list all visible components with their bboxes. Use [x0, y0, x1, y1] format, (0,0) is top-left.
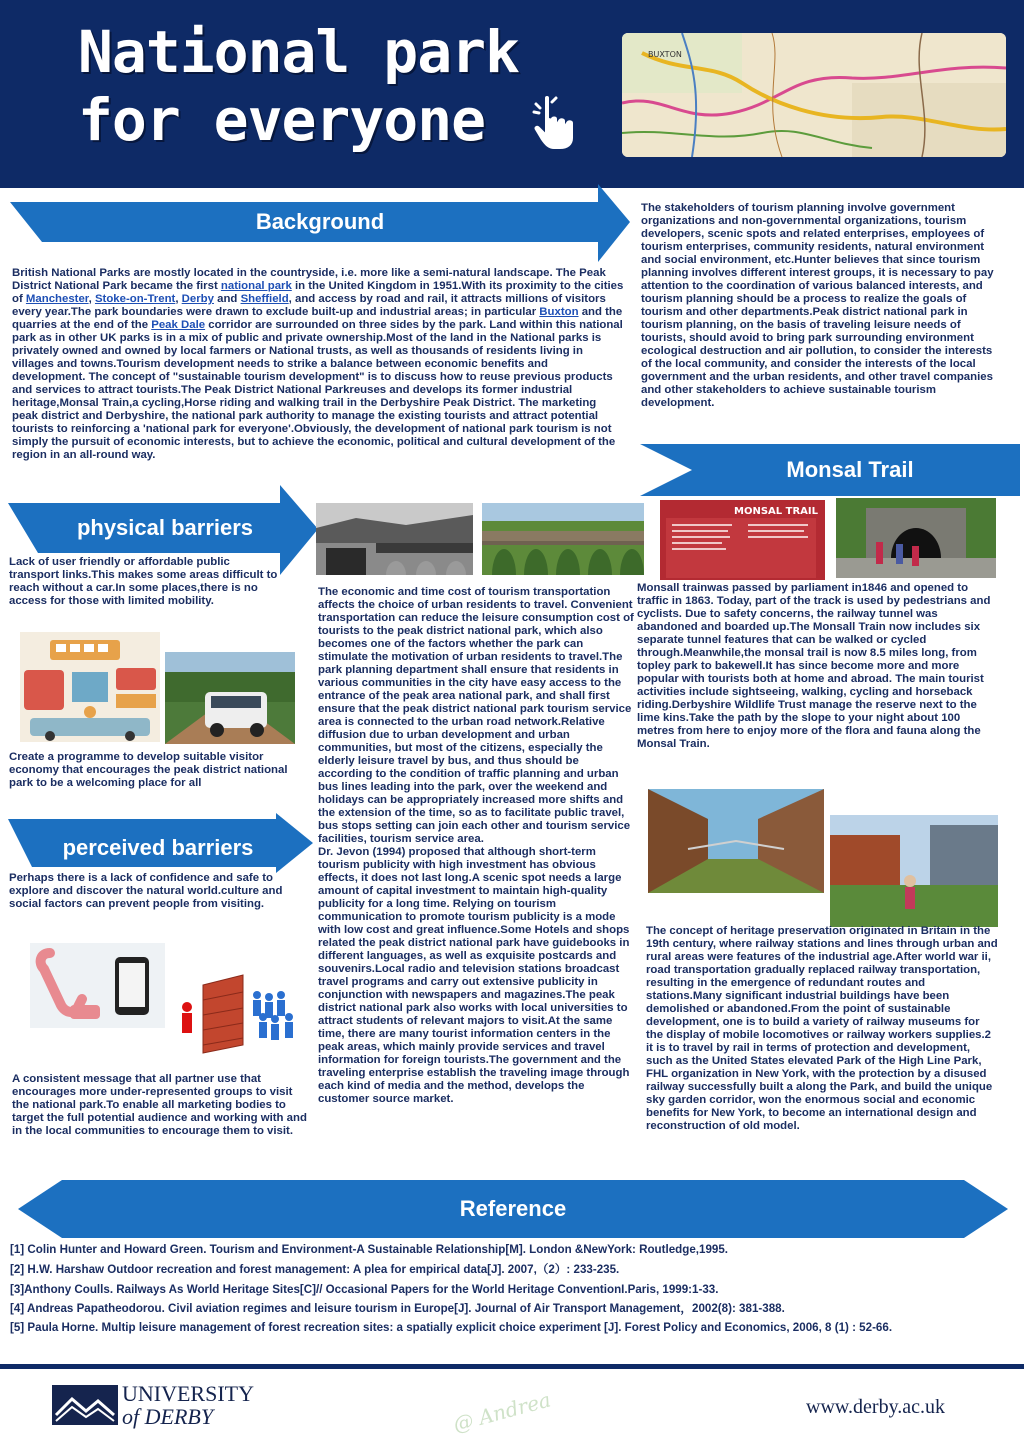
university-name-line-2: of DERBY: [122, 1404, 214, 1429]
title-line-2: for everyone: [78, 86, 486, 154]
telephone-photo: [30, 943, 165, 1028]
background-text-segment: ,: [88, 293, 95, 305]
barrier-wall-illustration: [173, 965, 303, 1055]
reference-item: [1] Colin Hunter and Howard Green. Tourism and Environment-A Sustainable Relationship[M]. London &NewYork: Routledge,1995.: [10, 1243, 729, 1256]
perceived-text-2: A consistent message that all partner use that encourages more under-represented groups to visit the national park.To enable all marketing bodies to target the full potential audience and working with and in the local communities to encourage them to visit.: [12, 1073, 307, 1137]
background-text-segment: in the United Kingdom in 1951.With its proximity to the cities of: [12, 280, 624, 305]
reference-heading: Reference: [459, 1196, 567, 1221]
perceived-text-1: Perhaps there is a lack of confidence and safe to explore and discover the natural world.culture and social factors can prevent people from visiting.: [9, 872, 283, 910]
physical-text-2: Create a programme to develop suitable visitor economy that encourages the peak district national park to be a welcoming place for all: [9, 751, 288, 789]
background-link[interactable]: Manchester: [25, 293, 89, 305]
watermark: @ Andrea: [450, 1387, 554, 1437]
background-text-segment: British National Parks are mostly located in the countryside, i.e. more like a semi-natural landscape. The Peak District National Park became the first: [12, 267, 606, 292]
heritage-text: The concept of heritage preservation originated in Britain in the 19th century, where railway stations and lines through urban and rural areas were features of the industrial age.After world war ii, road transportation gradually replaced railway transportation, resulting in the emergence of redundant routes and stations.Many significant industrial buildings have been demolished or abandoned.From the point of sustainable development, one is to build a variety of railway museums for the display of mobile locomotives or railway workers supplies.2 it is to travel by rail in terms of protection and development, such as the United States elevated Park of the High Line Park, FHL organization in New York, with the protection by a disused railway successfully built a along the Park, and build the unique sky garden corridor, won the enormous social and economic benefits for New York, to become an international design and reconstruction of old model.: [646, 925, 998, 1132]
title-line-1: National park: [78, 18, 519, 86]
physical-heading: physical barriers: [76, 515, 254, 540]
poster-title: [78, 18, 519, 154]
viaduct-green-photo: [482, 503, 644, 575]
monsal-trail-sign-photo: [660, 500, 825, 580]
transport-infographic: [20, 632, 160, 742]
viaduct-bw-photo: [316, 503, 473, 575]
background-text: [12, 267, 624, 462]
physical-text-1: Lack of user friendly or affordable public transport links.This makes some areas difficult to reach without a car.In some places,there is no access for those with limited mobility.: [9, 556, 278, 607]
stakeholders-text: The stakeholders of tourism planning involve government organizations and non-governmental organizations, tourism developers, scenic spots and related enterprises, employees of tourism enterprises, community residents, natural environment and social environment, etc.Hunter believes that since tourism planning involves different interest groups, it is necessary to pay attention to the coordination of various balanced interests, and tourism planning should be a process to realize the goals of tourism and other departments.Peak district national park in tourism planning, on the basis of traveling leisure needs of tourists, should avoid to bring park surrounding environment ecological destruction and air pollution, to consider the interests of the local community, and consider the interests of the local government and the urban residents, and other travel companies and other stakeholders to achieve sustainable tourism development.: [641, 202, 994, 409]
background-heading: Background: [255, 209, 385, 234]
middle-text: The economic and time cost of tourism transportation affects the choice of urban residents to travel. Convenient transportation can reduce the leisure consumption cost of tourists to the peak district national park, which also becomes one of the factors whether the park can stimulate the motivation of urban residents to travel.The park planning department shall ensure that residents in various communities in the city have easy access to the entrance of the peak area national park, and shall first ensure that the peak district national park tourism service area is connected to the urban road network.Relative diffusion due to urban development and urban communities, but most of the citizens, especially the elderly leisure travel by bus, and thus should be according to the condition of traffic planning and urban bus lines leading into the park, over the weekend and holidays can be appropriately increased more shifts and the extension of the time, so as to facilitate public travel, bus stops setting can join each other and tourism service facilities, tourism service area. Dr. Jevon (1994) proposed that although short-term tourism publicity with high investment has obvious effects, it does not last long.A scenic spot needs a large amount of capital investment to maintain high-quality publicity for a long time. Relying on tourism communication to promote tourism publicity is a mode with low cost and great influence.Some Hotels and shops related the peak district national park have guidebooks in different languages, as well as exquisite postcards and souvenirs.Local radio and television stations broadcast travel programs and carry out extensive publicity in conjunction with newspapers and magazines.The peak district national park also works with local universities to attract students of relevant majors to visit.At the same time, there are many tourist information centers in the peak areas, which mainly provide services and travel information for foreign tourists.The government and the traveling enterprise establish the traveling image through each kind of media and the method, develops the customer source market.: [318, 586, 634, 1105]
perceived-heading: perceived barriers: [62, 835, 254, 860]
background-text-segment: ,: [175, 293, 182, 305]
peak-district-map: [622, 33, 1006, 157]
background-link[interactable]: Buxton: [539, 306, 579, 318]
background-text-segment: corridor are surrounded on three sides by the park. Land within this national park as in other UK parks is in a mix of public and private ownership.Most of the land in the National parks is privately owned and owned by local farmers or National trusts, as well as thousands of residents living in villages and towns.Tourism development needs to strike a balance between economic benefits and development. The concept of "sustainable tourism development" is to discuss how to reuse previous products and services to attract tourists.The Peak District National Parkreuses and develops its former industrial heritage,Monsal Train,a cycling,Horse riding and walking trail in the Derbyshire Peak District. The marketing peak district and Derbyshire, the national park authority to manage the existing tourists and attract potential tourists to reinforcing a 'national park for everyone'.Obviously, the development of national park tourism is not simply the pursuit of economic interests, but to achieve the economic, political and cultural development of the region in an all-round way.: [12, 319, 623, 461]
reference-item: [3]Anthony Coulls. Railways As World Heritage Sites[C]// Occasional Papers for the World Heritage ConventionI.Paris, 1999:1-33.: [10, 1283, 719, 1296]
monsal-text: Monsall trainwas passed by parliament in1846 and opened to traffic in 1863. Today, part of the track is used by pedestrians and cyclists. Due to safety concerns, the railway tunnel was abandoned and boarded up.The Monsall Train now includes six separate tunnel features that can be walked or cycled through.Meanwhile,the monsal trail is now 8.5 miles long, from topley park to bakewell.It has since become more and more popular with tourists both at home and abroad. The main tourist activities include sightseeing, walking, cycling and horseback riding.Derbyshire Wildlife Trust manage the reserve next to the lime kins.Take the path by the slope to your night about 100 metres from here to enjoy more of the flora and fauna along the Monsal Train.: [637, 582, 991, 750]
reference-item: [4] Andreas Papatheodorou. Civil aviation regimes and leisure tourism in Europe[J]. Journal of Air Transport Management，2002(8): 381-388.: [10, 1302, 785, 1315]
background-text-segment: and: [213, 293, 241, 305]
website-link[interactable]: www.derby.ac.uk: [806, 1396, 946, 1418]
background-text-segment: and the quarries at the end of the: [12, 306, 623, 331]
monsal-sign-title: MONSAL TRAIL: [734, 506, 818, 517]
footer-divider: [0, 1364, 1024, 1369]
map-town-label: BUXTON: [648, 50, 682, 59]
background-link[interactable]: national park: [220, 280, 292, 292]
background-link[interactable]: Sheffield: [240, 293, 289, 305]
highline-photo-2: [830, 815, 998, 927]
tunnel-walkers-photo: [836, 498, 996, 578]
background-link[interactable]: Derby: [181, 293, 214, 305]
university-logo-icon: [52, 1385, 118, 1425]
monsal-heading: Monsal Trail: [786, 457, 914, 482]
background-link[interactable]: Peak Dale: [151, 319, 206, 331]
highline-photo-1: [648, 789, 824, 893]
pointing-hand-icon: [530, 92, 588, 154]
university-name-line-1: UNIVERSITY: [122, 1381, 254, 1406]
background-text-segment: , and access by road and rail, it attracts millions of visitors every year.The park boundaries were drawn to exclude built-up and industrial areas; in particular: [12, 293, 606, 318]
background-link[interactable]: Stoke-on-Trent: [94, 293, 176, 305]
car-on-trail-photo: [165, 652, 295, 744]
reference-item: [2] H.W. Harshaw Outdoor recreation and forest management: A plea for empirical data[J]. 2007,（2）: 233-235.: [10, 1263, 620, 1276]
reference-item: [5] Paula Horne. Multip leisure management of forest recreation sites: a spatially explicit choice experiment [J]. Forest Policy and Economics, 2006, 8 (1) : 52-66.: [10, 1321, 893, 1334]
